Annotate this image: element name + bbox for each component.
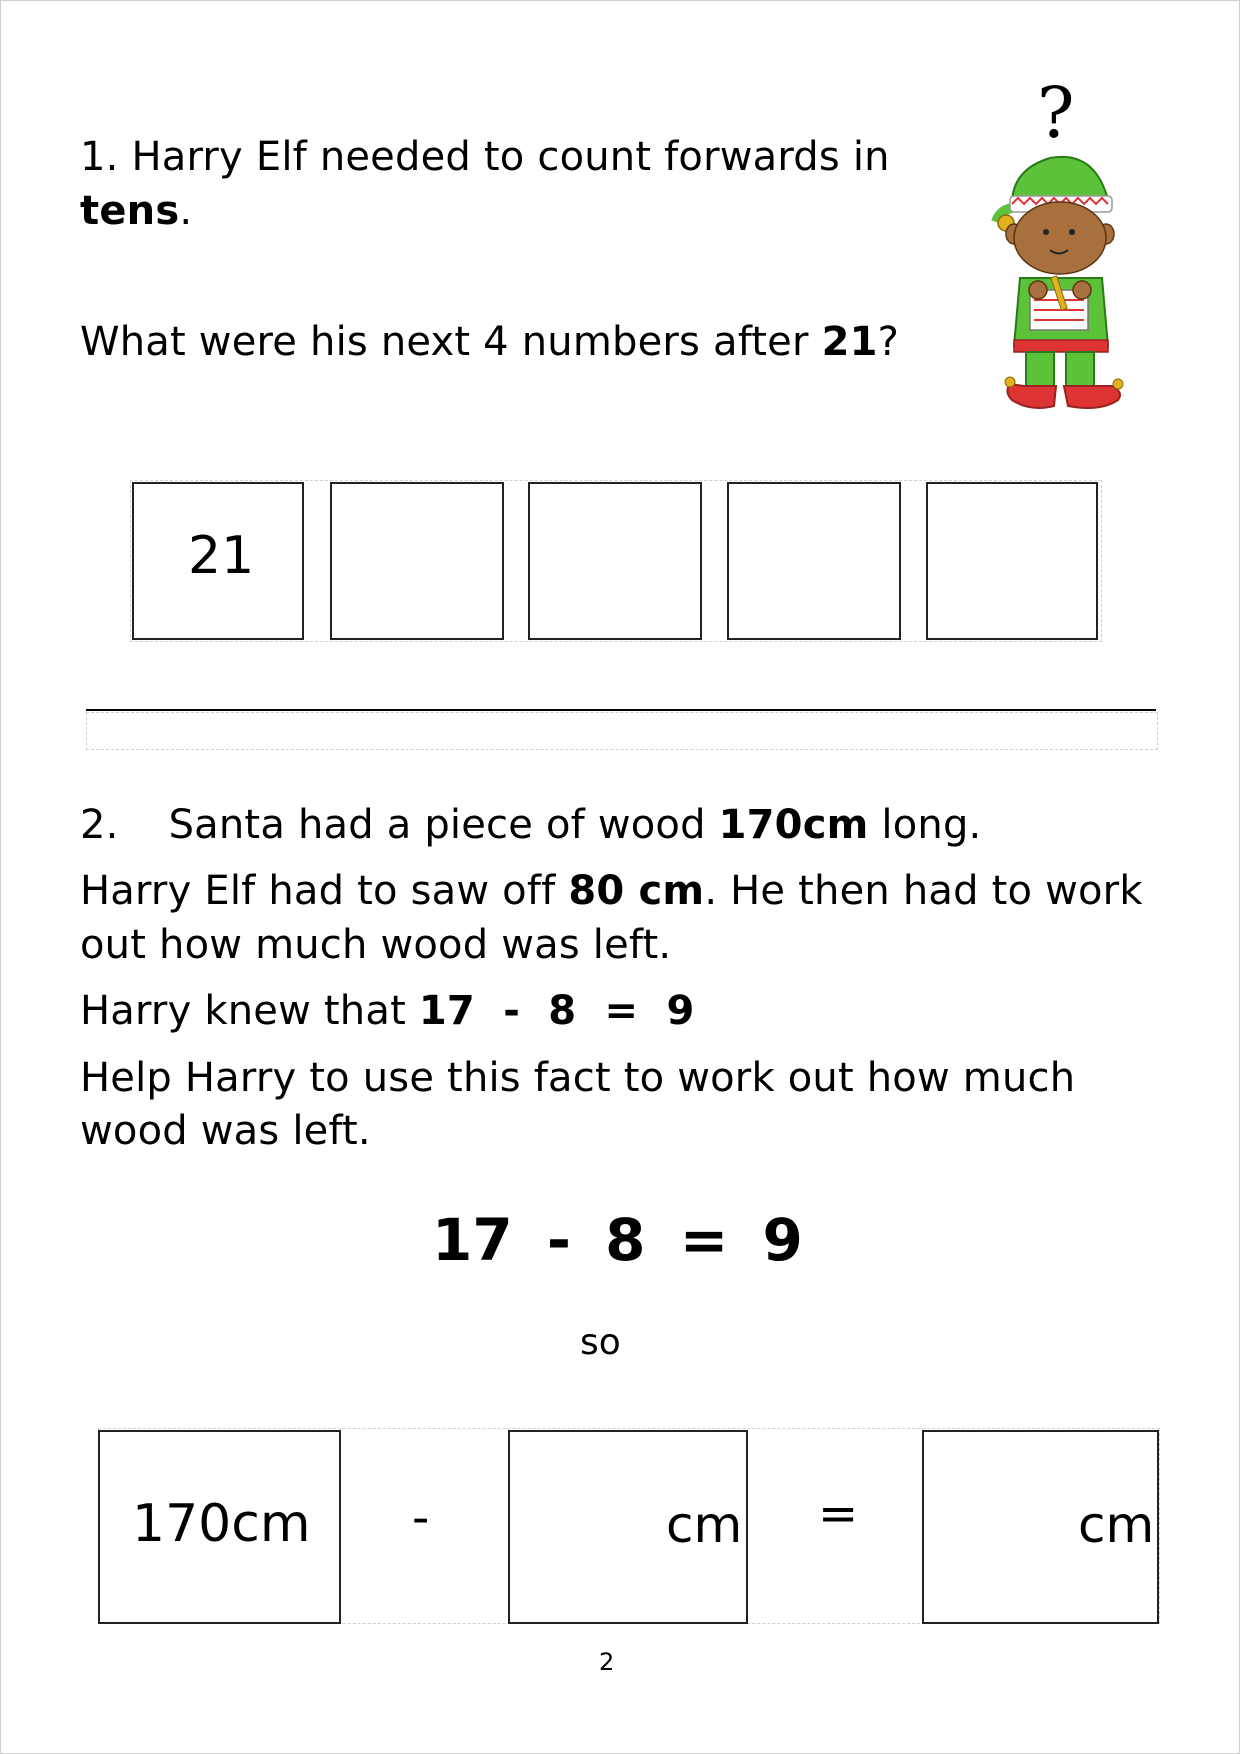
q2-subtract-unit: cm: [666, 1496, 743, 1554]
q2-line2-text: Harry Elf had to saw off: [80, 868, 569, 914]
q1-question: [80, 315, 899, 369]
q2-line4-text: Harry knew that: [80, 988, 419, 1034]
q2-start-value: 170cm: [132, 1494, 311, 1554]
q2-wood-length: 170cm: [718, 802, 869, 848]
q1-box-1[interactable]: [132, 482, 304, 640]
q1-box-3[interactable]: [528, 482, 702, 640]
q2-line6: wood was left.: [80, 1108, 371, 1154]
q2-number: 2.: [80, 802, 119, 848]
q1-question-tail: ?: [877, 319, 900, 365]
q2-so-label: so: [580, 1322, 621, 1363]
q2-minus-sign: -: [412, 1490, 430, 1546]
q2-known-fact: 17 - 8 = 9: [418, 988, 695, 1034]
q2-line4: [80, 984, 695, 1038]
q2-line5: Help Harry to use this fact to work out how much: [80, 1055, 1076, 1101]
section-divider: [86, 709, 1156, 711]
elf-question-mark: ?: [1037, 72, 1075, 154]
q1-line1: 1. Harry Elf needed to count forwards in: [80, 134, 890, 180]
q2-line2: [80, 864, 1143, 918]
q2-fact-equation: 17 - 8 = 9: [432, 1206, 803, 1274]
q1-box-1-value: 21: [188, 526, 255, 586]
elf-with-notepad-icon: [990, 150, 1140, 412]
q1-box-5[interactable]: [926, 482, 1098, 640]
q1-box-2[interactable]: [330, 482, 504, 640]
q2-saw-length: 80 cm: [568, 868, 705, 914]
q1-question-text: What were his next 4 numbers after: [80, 319, 822, 365]
divider-outline: [86, 712, 1158, 750]
q2-box-start[interactable]: [98, 1430, 341, 1624]
q1-tens: tens: [80, 188, 180, 234]
q2-box-result[interactable]: [922, 1430, 1159, 1624]
page-number: 2: [599, 1648, 615, 1676]
q2-line1-tail: long.: [868, 802, 982, 848]
q1-tens-tail: .: [179, 188, 193, 234]
q1-box-4[interactable]: [727, 482, 901, 640]
q2-result-unit: cm: [1078, 1496, 1155, 1554]
q2-line2-tail: . He then had to work: [704, 868, 1143, 914]
q2-line1: [80, 798, 981, 852]
q2-line3: out how much wood was left.: [80, 922, 672, 968]
q2-equals-sign: =: [818, 1486, 859, 1542]
q2-line1-text: Santa had a piece of wood: [168, 802, 719, 848]
q1-question-bold: 21: [821, 319, 878, 365]
q2-box-subtract[interactable]: [508, 1430, 748, 1624]
q1-line2: [80, 184, 192, 238]
